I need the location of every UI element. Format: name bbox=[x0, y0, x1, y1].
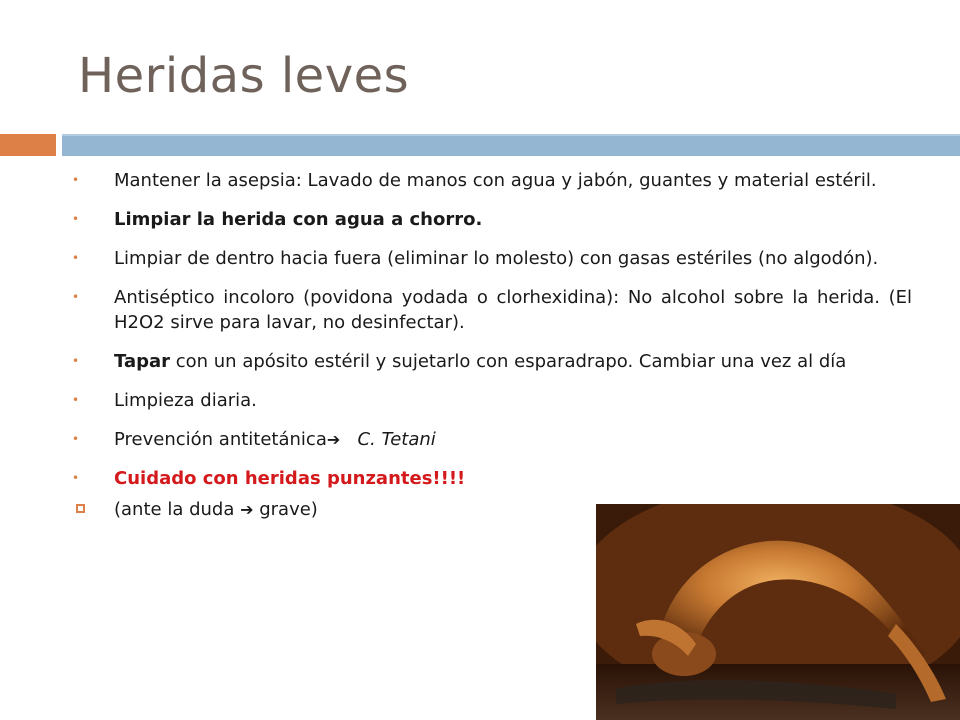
bullet-text: con un apósito estéril y sujetarlo con esparadrapo. Cambiar una vez al día bbox=[170, 351, 847, 372]
bullet-text-italic: C. Tetani bbox=[357, 429, 436, 450]
square-bullet-icon bbox=[76, 504, 85, 513]
bullet-text-warning: Cuidado con heridas punzantes!!!! bbox=[114, 468, 466, 489]
bullet-item-punzantes bbox=[72, 466, 584, 491]
sub-text: grave) bbox=[253, 499, 318, 520]
bullet-dot-icon: • bbox=[72, 251, 80, 265]
bullet-dot-icon: • bbox=[72, 393, 80, 407]
bullet-dot-icon: • bbox=[72, 290, 80, 304]
bullet-item-dentro-fuera bbox=[72, 246, 912, 271]
painting-illustration bbox=[596, 504, 960, 720]
bullet-item-asepsia bbox=[72, 168, 912, 193]
bullet-text-bold: Tapar bbox=[114, 351, 171, 372]
bullet-item-antiseptico bbox=[72, 285, 912, 335]
bullet-text: Antiséptico incoloro (povidona yodada o clorhexidina): No alcohol sobre la herida. (El H2O2 sirve para lavar, no desinfectar). bbox=[114, 287, 912, 333]
bullet-item-antitetanica bbox=[72, 427, 584, 452]
bullet-dot-icon: • bbox=[72, 471, 80, 485]
bullet-item-tapar bbox=[72, 349, 912, 374]
arrow-right-icon: ➔ bbox=[240, 500, 254, 519]
bullet-text: Mantener la asepsia: Lavado de manos con agua y jabón, guantes y material estéril. bbox=[114, 170, 877, 191]
bullet-dot-icon: • bbox=[72, 354, 80, 368]
arrow-right-icon: ➔ bbox=[326, 430, 341, 449]
bullet-text: Limpiar de dentro hacia fuera (eliminar lo molesto) con gasas estériles (no algodón). bbox=[114, 248, 879, 269]
bullet-item-limpieza bbox=[72, 388, 584, 413]
bullet-dot-icon: • bbox=[72, 212, 80, 226]
bullet-item-limpiar-chorro bbox=[72, 207, 912, 232]
bullet-dot-icon: • bbox=[72, 173, 80, 187]
header-bar bbox=[62, 134, 960, 156]
opisthotonus-painting-image bbox=[596, 504, 960, 720]
bullet-text: Limpieza diaria. bbox=[114, 390, 257, 411]
slide-title: Heridas leves bbox=[78, 48, 410, 104]
header-accent-block bbox=[0, 134, 56, 156]
bullet-list bbox=[72, 168, 912, 522]
sub-text: (ante la duda bbox=[114, 499, 241, 520]
bullet-dot-icon: • bbox=[72, 432, 80, 446]
bullet-text: Prevención antitetánica bbox=[114, 429, 327, 450]
bullet-text: Limpiar la herida con agua a chorro. bbox=[114, 209, 483, 230]
